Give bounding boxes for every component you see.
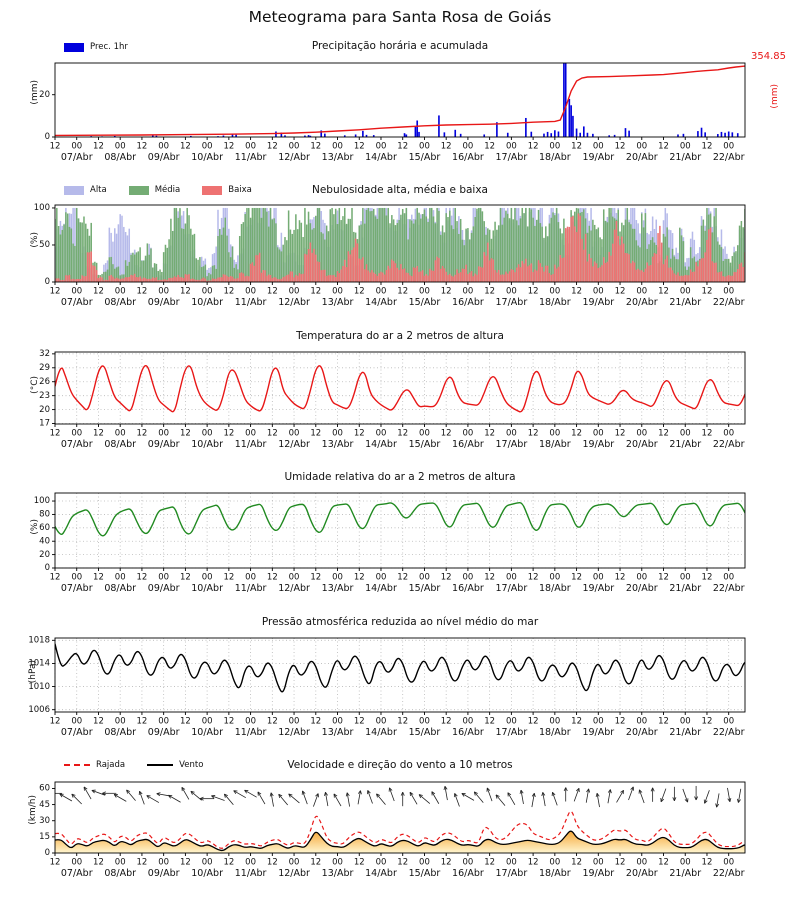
pressure-title: Pressão atmosférica reduzida ao nível médio do mar — [261, 616, 539, 628]
cloudiness-ylabel: (%) — [30, 232, 40, 248]
humidity-ylabel: (%) — [30, 519, 40, 535]
wind-title: Velocidade e direção do vento a 10 metros — [287, 759, 513, 771]
accumulated-total-label: 354.85 — [751, 51, 786, 62]
wind-ylabel: (km/h) — [28, 795, 38, 825]
temperature-ylabel: (°C) — [30, 376, 40, 394]
legend-label: Alta — [90, 185, 107, 195]
legend-label: Rajada — [96, 760, 126, 770]
legend-label: Baixa — [228, 185, 252, 195]
legend-label: Vento — [179, 760, 204, 770]
precipitation-right-ylabel: (mm) — [770, 84, 780, 109]
legend-label: Média — [154, 185, 181, 195]
page-title: Meteograma para Santa Rosa de Goiás — [248, 8, 552, 26]
precipitation-title: Precipitação horária e acumulada — [311, 40, 489, 52]
temperature-title: Temperatura do ar a 2 metros de altura — [296, 330, 504, 342]
legend-label: Prec. 1hr — [90, 42, 128, 52]
precipitation-ylabel: (mm) — [30, 80, 40, 105]
cloudiness-title: Nebulosidade alta, média e baixa — [311, 184, 488, 196]
pressure-ylabel: (hPa) — [28, 660, 38, 684]
humidity-title: Umidade relativa do ar a 2 metros de altura — [284, 471, 516, 483]
